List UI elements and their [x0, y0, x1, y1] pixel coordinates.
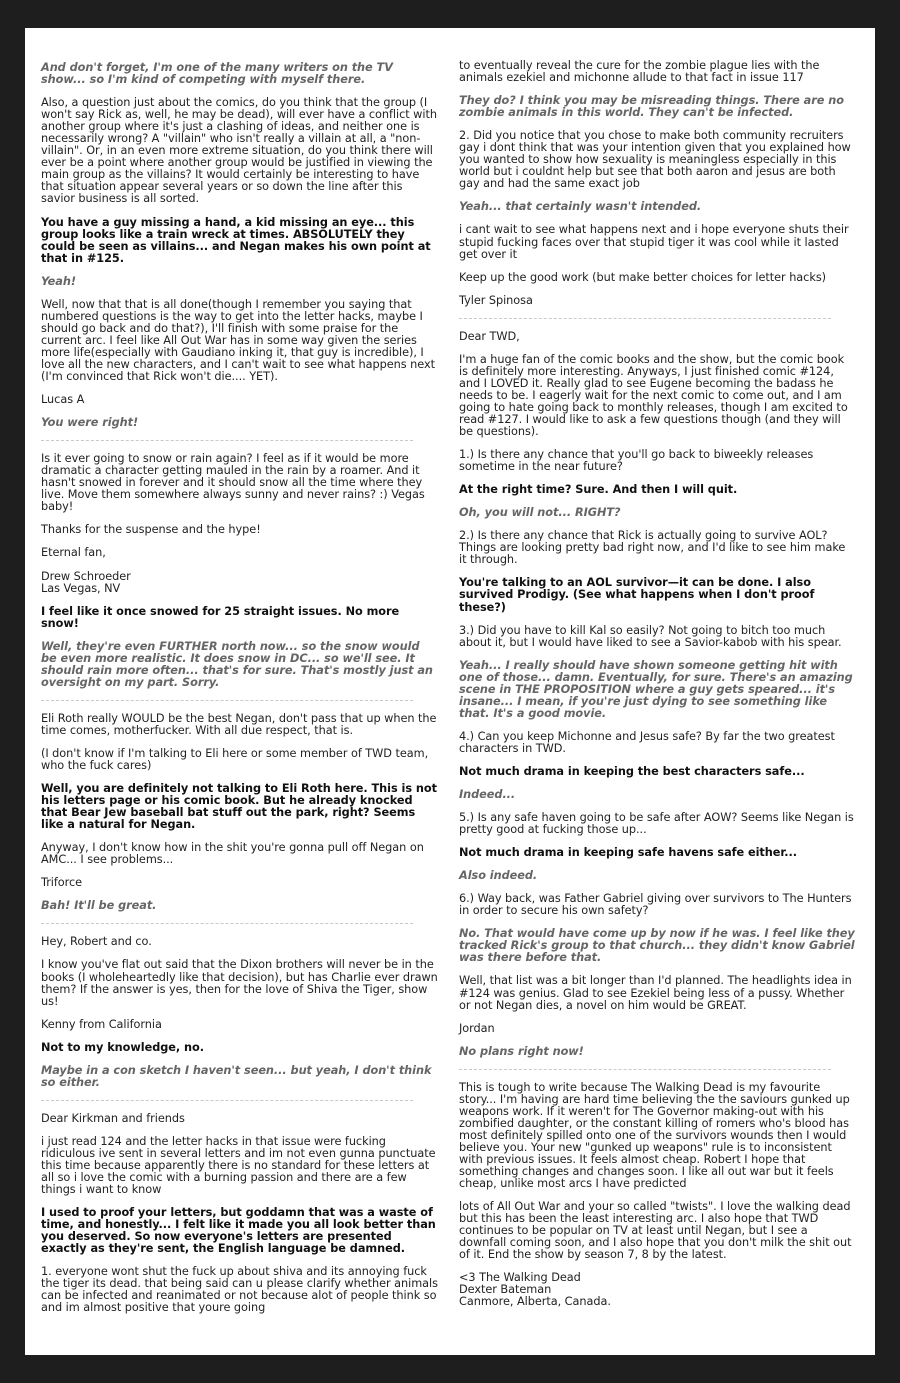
editor-reply: At the right time? Sure. And then I will quit. [459, 483, 738, 497]
letter-paragraph: Eternal fan, [41, 546, 106, 560]
letter-separator [41, 700, 413, 701]
editor-reply-italic: Yeah... I really should have shown someone getting hit with one of those... damn. Eventually, for sure. There's an amazing scene in THE PROPOSITION where a guy gets speared... it's insane... I mean, if you're just dying to see something like that. It's a good movie. [459, 658, 853, 720]
editor-reply: You have a guy missing a hand, a kid missing an eye... this group looks like a train wreck at times. ABSOLUTELY they could be seen as villains... and Negan makes his own point at that in #125. [41, 215, 431, 265]
letter-paragraph: Dear Kirkman and friends [41, 1111, 185, 1125]
letter-separator [41, 440, 413, 441]
letter-paragraph: Dear TWD, [459, 329, 520, 343]
editor-reply-italic: Yeah! [41, 274, 76, 288]
letter-paragraph: Eli Roth really WOULD be the best Negan, don't pass that up when the time comes, motherfucker. With all due respect, that is. [41, 711, 437, 737]
letter-paragraph: 1.) Is there any chance that you'll go back to biweekly releases sometime in the near future? [459, 448, 814, 474]
editor-reply-italic: And don't forget, I'm one of the many writers on the TV show... so I'm kind of competing with myself there. [41, 61, 393, 87]
letter-separator [459, 318, 831, 319]
letter-separator [41, 1100, 413, 1101]
letter-paragraph: Anyway, I don't know how in the shit you're gonna pull off Negan on AMC... I see problems... [41, 841, 424, 867]
letter-paragraph: 3.) Did you have to kill Kal so easily? Not going to bitch too much about it, but I would have liked to see a Savior-kabob with his spear. [459, 623, 842, 649]
editor-reply: I used to proof your letters, but goddamn that was a waste of time, and honestly... I felt like it made you all look better than you deserved. So now everyone's letters are presented exactly as they're sent, the English language be damned. [41, 1206, 436, 1256]
letter-paragraph: i just read 124 and the letter hacks in that issue were fucking ridiculous ive sent in several letters and im not even gunna punctuate this time because apparently there is no standard for these letters at all so i love the comic with a burning passion and there are a few things i want to know [41, 1134, 436, 1197]
letter-paragraph: This is tough to write because The Walking Dead is my favourite story... I'm having are hard time believing the the saviours gunked up weapons work. If it weren't for The Governor making-out with his zombified daughter, or the constant killing of romers who's blood has most definitely spilled onto one of the survivors wounds then I would believe you. Your new "gunked up weapons" rule is to inconsistent with previous issues. It feels almost cheap. Robert I hope that something changes and changes soon. I like all out war but it feels cheap, unlike most arcs I have predicted [459, 1080, 850, 1191]
editor-reply-italic: No plans right now! [459, 1044, 584, 1058]
letter-separator [459, 1069, 831, 1070]
letter-paragraph: Drew Schroeder Las Vegas, NV [41, 569, 131, 595]
letter-paragraph: Is it ever going to snow or rain again? I feel as if it would be more dramatic a character getting mauled in the rain by a roamer. And it hasn't snowed in forever and it should snow all the time where they live. Move them somewhere always sunny and never rains? :) Vegas baby! [41, 452, 425, 514]
right-column [459, 60, 856, 1309]
letter-paragraph: Well, that list was a bit longer than I'd planned. The headlights idea in #124 was genius. Glad to see Ezekiel being less of a pussy. Whether or not Negan dies, a novel on him would be GREAT. [459, 974, 852, 1012]
letter-paragraph: Kenny from California [41, 1017, 162, 1031]
letter-paragraph: 6.) Way back, was Father Gabriel giving over survivors to The Hunters in order to secure his own safety? [459, 892, 852, 918]
letter-paragraph: Tyler Spinosa [459, 293, 533, 307]
letter-paragraph: Keep up the good work (but make better choices for letter hacks) [459, 270, 827, 284]
editor-reply-italic: Yeah... that certainly wasn't intended. [459, 200, 702, 214]
letter-paragraph: Hey, Robert and co. [41, 935, 152, 949]
editor-reply: Not much drama in keeping the best characters safe... [459, 764, 805, 778]
letter-paragraph: 2. Did you notice that you chose to make both community recruiters gay i dont think that was your intention given that you explained how you wanted to show how sexuality is meaningless especially in this world but i couldnt help but see that both aaron and jesus are both gay and had the same exact job [459, 129, 851, 191]
letter-signature: <3 The Walking Dead Dexter Bateman Canmore, Alberta, Canada. [459, 1271, 611, 1309]
left-column [41, 62, 438, 1326]
letter-paragraph: I know you've flat out said that the Dixon brothers will never be in the books (I wholeheartedly like that decision), but has Charlie ever drawn them? If the answer is yes, then for the love of Shiva the Tiger, show us! [41, 958, 438, 1008]
letter-paragraph: I'm a huge fan of the comic books and the show, but the comic book is definitely more interesting. Anyways, I just finished comic #124, and I LOVED it. Really glad to see Eugene becoming the badass he needs to be. I eagerly wait for the next comic to come out, and I am going to hate going back to monthly releases, though I am excited to read #127. I would like to ask a few questions though (and they will be questions). [459, 352, 848, 439]
letter-paragraph: Triforce [41, 876, 83, 890]
letter-paragraph: Jordan [459, 1021, 495, 1035]
editor-reply-italic: No. That would have come up by now if he was. I feel like they tracked Rick's group to that church... they didn't know Gabriel was there before that. [459, 927, 855, 965]
letter-paragraph: 5.) Is any safe haven going to be safe after AOW? Seems like Negan is pretty good at fucking those up... [459, 811, 854, 837]
letter-paragraph: 1. everyone wont shut the fuck up about shiva and its annoying fuck the tiger its dead. that being said can u please clarify whether animals can be infected and reanimated or not because alot of people think so and im almost positive that youre going [41, 1265, 438, 1315]
editor-reply-italic: Maybe in a con sketch I haven't seen... but yeah, I don't think so either. [41, 1063, 432, 1089]
editor-reply-italic: Well, they're even FURTHER north now... so the snow would be even more realistic. It does snow in DC... so we'll see. It should rain more often... that's for sure. That's mostly just an oversight on my part. Sorry. [41, 639, 433, 689]
editor-reply-italic: Bah! It'll be great. [41, 899, 157, 913]
editor-reply: You're talking to an AOL survivor—it can be done. I also survived Prodigy. (See what happens when I don't proof these?) [459, 576, 815, 614]
editor-reply-italic: You were right! [41, 416, 139, 430]
editor-reply: Not to my knowledge, no. [41, 1040, 204, 1054]
letter-separator [41, 923, 413, 924]
letters-page [25, 28, 875, 1355]
letter-paragraph: 2.) Is there any chance that Rick is actually going to survive AOL? Things are looking pretty bad right now, and I'd like to see him make it through. [459, 529, 846, 567]
letter-paragraph: i cant wait to see what happens next and i hope everyone shuts their stupid fucking faces over that stupid tiger it was cool while it lasted get over it [459, 223, 849, 261]
editor-reply: Well, you are definitely not talking to Eli Roth here. This is not his letters page or his comic book. But he already knocked that Bear Jew baseball bat stuff out the park, right? Seems like a natural for Negan. [41, 782, 437, 832]
letter-paragraph: 4.) Can you keep Michonne and Jesus safe? By far the two greatest characters in TWD. [459, 729, 835, 755]
letter-paragraph: Lucas A [41, 393, 85, 407]
letter-paragraph: (I don't know if I'm talking to Eli here or some member of TWD team, who the fuck cares) [41, 746, 429, 773]
letter-paragraph: lots of All Out War and your so called "twists". I love the walking dead but this has been the least interesting arc. I also hope that TWD continues to be popular on TV at least until Negan, but I see a downfall coming soon, and I also hope that you don't milk the shit out of it. End the show by season 7, 8 by the latest. [459, 1200, 852, 1262]
editor-reply: Not much drama in keeping safe havens safe either... [459, 846, 798, 860]
editor-reply-italic: They do? I think you may be misreading things. There are no zombie animals in this world. They can't be infected. [459, 94, 844, 120]
editor-reply-italic: Also indeed. [459, 869, 538, 883]
editor-reply-italic: Oh, you will not... RIGHT? [459, 506, 621, 520]
letter-paragraph: Well, now that that is all done(though I remember you saying that numbered questions is the way to get into the letter hacks, maybe I should go back and do that?), I'll finish with some praise for the current arc. I feel like All Out War has in some way given the series more life(especially with Gaudiano inking it, that guy is incredible), I love all the new characters, and I can't wait to see what happens next (I'm convinced that Rick won't die.... YET). [41, 297, 435, 384]
letter-paragraph: to eventually reveal the cure for the zombie plague lies with the animals ezekiel and michonne allude to that fact in issue 117 [459, 59, 820, 85]
letter-paragraph: Thanks for the suspense and the hype! [41, 523, 261, 537]
editor-reply-italic: Indeed... [459, 788, 516, 802]
letter-paragraph: Also, a question just about the comics, do you think that the group (I won't say Rick as, well, he may be dead), will ever have a conflict with another group where it's just a clashing of ideas, and neither one is necessarily wrong? A "villain" who isn't really a villain at all, a "non-villain". Or, in an even more extreme situation, do you think there will ever be a point where another group would be justified in viewing the main group as the villains? It would certainly be interesting to have that situation appear several years or so down the line after this savior business is all sorted. [41, 96, 437, 206]
editor-reply: I feel like it once snowed for 25 straight issues. No more snow! [41, 604, 400, 630]
